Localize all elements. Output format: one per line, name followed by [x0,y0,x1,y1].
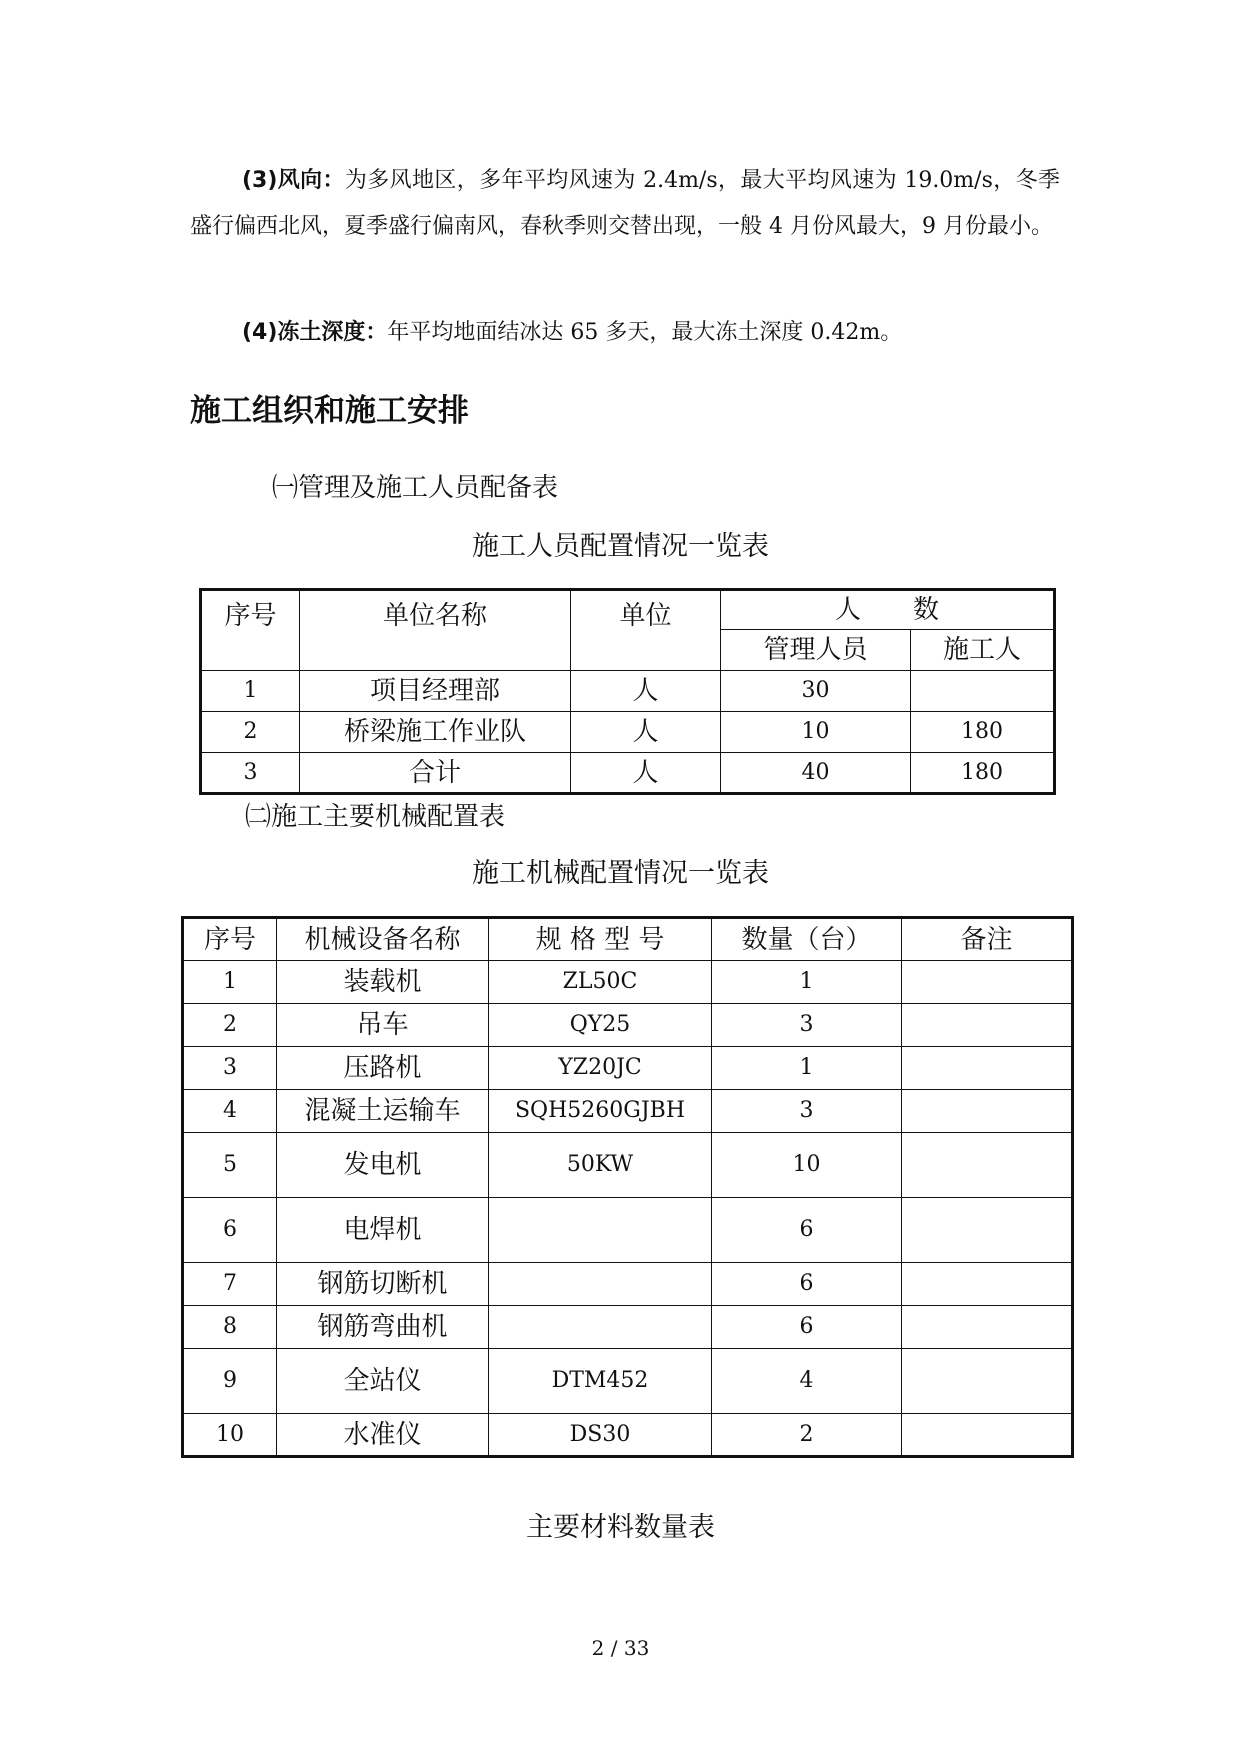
cell-note [902,1414,1073,1457]
header-count: 人 数 [721,590,1055,630]
cell-no: 5 [183,1133,277,1198]
cell-note [902,1004,1073,1047]
cell-note [902,961,1073,1004]
cell-no: 2 [183,1004,277,1047]
cell-no: 8 [183,1306,277,1349]
machinery-caption: 施工机械配置情况一览表 [472,858,769,889]
table-row [183,1263,1073,1306]
cell-unit: 人 [571,753,721,794]
wind-text: 为多风地区，多年平均风速为 2.4m/s，最大平均风速为 19.0m/s，冬季盛行偏西北风，夏季盛行偏南风，春秋季则交替出现，一般 4 月份风最大，9 月份最小。 [190,168,1060,239]
cell-no: 4 [183,1090,277,1133]
frost-paragraph [190,310,1060,356]
personnel-caption: 施工人员配置情况一览表 [472,531,769,562]
cell-name: 水准仪 [277,1414,489,1457]
header-name: 机械设备名称 [277,918,489,961]
cell-management: 30 [721,671,911,712]
header-note: 备注 [902,918,1073,961]
personnel-subheading: ㈠管理及施工人员配备表 [272,473,559,503]
cell-no: 7 [183,1263,277,1306]
cell-no: 3 [183,1047,277,1090]
cell-spec: ZL50C [489,961,712,1004]
header-management: 管理人员 [721,630,911,671]
table-row [183,1414,1073,1457]
cell-no: 10 [183,1414,277,1457]
cell-note [902,1349,1073,1414]
header-unit-name: 单位名称 [300,590,571,671]
cell-qty: 1 [712,1047,902,1090]
cell-spec: SQH5260GJBH [489,1090,712,1133]
cell-spec: 50KW [489,1133,712,1198]
cell-qty: 3 [712,1090,902,1133]
personnel-table [199,588,1056,795]
cell-spec: YZ20JC [489,1047,712,1090]
cell-no: 2 [201,712,300,753]
machinery-table [181,916,1074,1458]
cell-name: 钢筋弯曲机 [277,1306,489,1349]
cell-spec [489,1198,712,1263]
cell-name: 桥梁施工作业队 [300,712,571,753]
cell-no: 3 [201,753,300,794]
cell-management: 10 [721,712,911,753]
cell-name: 发电机 [277,1133,489,1198]
header-unit: 单位 [571,590,721,671]
table-row [201,671,1055,712]
wind-paragraph [190,158,1060,250]
table-row [183,961,1073,1004]
cell-note [902,1090,1073,1133]
machinery-header-row [183,918,1073,961]
cell-name: 压路机 [277,1047,489,1090]
cell-name: 电焊机 [277,1198,489,1263]
machinery-subheading: ㈡施工主要机械配置表 [245,802,506,832]
cell-qty: 10 [712,1133,902,1198]
header-spec: 规 格 型 号 [489,918,712,961]
cell-no: 6 [183,1198,277,1263]
cell-note [902,1133,1073,1198]
table-row [183,1306,1073,1349]
cell-name: 合计 [300,753,571,794]
table-row [201,753,1055,794]
cell-note [902,1047,1073,1090]
cell-unit: 人 [571,671,721,712]
cell-note [902,1198,1073,1263]
cell-spec: DTM452 [489,1349,712,1414]
personnel-header-row [201,590,1055,630]
table-row [183,1198,1073,1263]
cell-note [902,1306,1073,1349]
cell-spec [489,1263,712,1306]
cell-no: 9 [183,1349,277,1414]
frost-text: 年平均地面结冰达 65 多天，最大冻土深度 0.42m。 [387,320,903,345]
cell-name: 装载机 [277,961,489,1004]
cell-spec [489,1306,712,1349]
cell-qty: 6 [712,1198,902,1263]
cell-no: 1 [201,671,300,712]
cell-construction: 180 [911,753,1055,794]
cell-qty: 1 [712,961,902,1004]
page-number: 2 / 33 [591,1636,650,1660]
cell-name: 混凝土运输车 [277,1090,489,1133]
wind-sep: ： [322,168,345,193]
table-row [183,1047,1073,1090]
materials-caption: 主要材料数量表 [526,1512,715,1543]
cell-spec: DS30 [489,1414,712,1457]
cell-qty: 6 [712,1306,902,1349]
cell-qty: 6 [712,1263,902,1306]
frost-lead: (4)冻土深度： [242,320,388,345]
cell-name: 吊车 [277,1004,489,1047]
header-construction: 施工人 [911,630,1055,671]
header-no: 序号 [201,590,300,671]
cell-no: 1 [183,961,277,1004]
cell-qty: 2 [712,1414,902,1457]
cell-qty: 3 [712,1004,902,1047]
cell-unit: 人 [571,712,721,753]
wind-lead: (3)风向 [242,168,323,193]
section-heading: 施工组织和施工安排 [190,393,469,429]
table-row [183,1133,1073,1198]
table-row [183,1349,1073,1414]
table-row [183,1004,1073,1047]
cell-name: 钢筋切断机 [277,1263,489,1306]
cell-name: 全站仪 [277,1349,489,1414]
table-row [201,712,1055,753]
cell-spec: QY25 [489,1004,712,1047]
cell-note [902,1263,1073,1306]
cell-construction: 180 [911,712,1055,753]
cell-construction [911,671,1055,712]
header-qty: 数量（台） [712,918,902,961]
cell-management: 40 [721,753,911,794]
cell-qty: 4 [712,1349,902,1414]
header-no: 序号 [183,918,277,961]
cell-name: 项目经理部 [300,671,571,712]
table-row [183,1090,1073,1133]
